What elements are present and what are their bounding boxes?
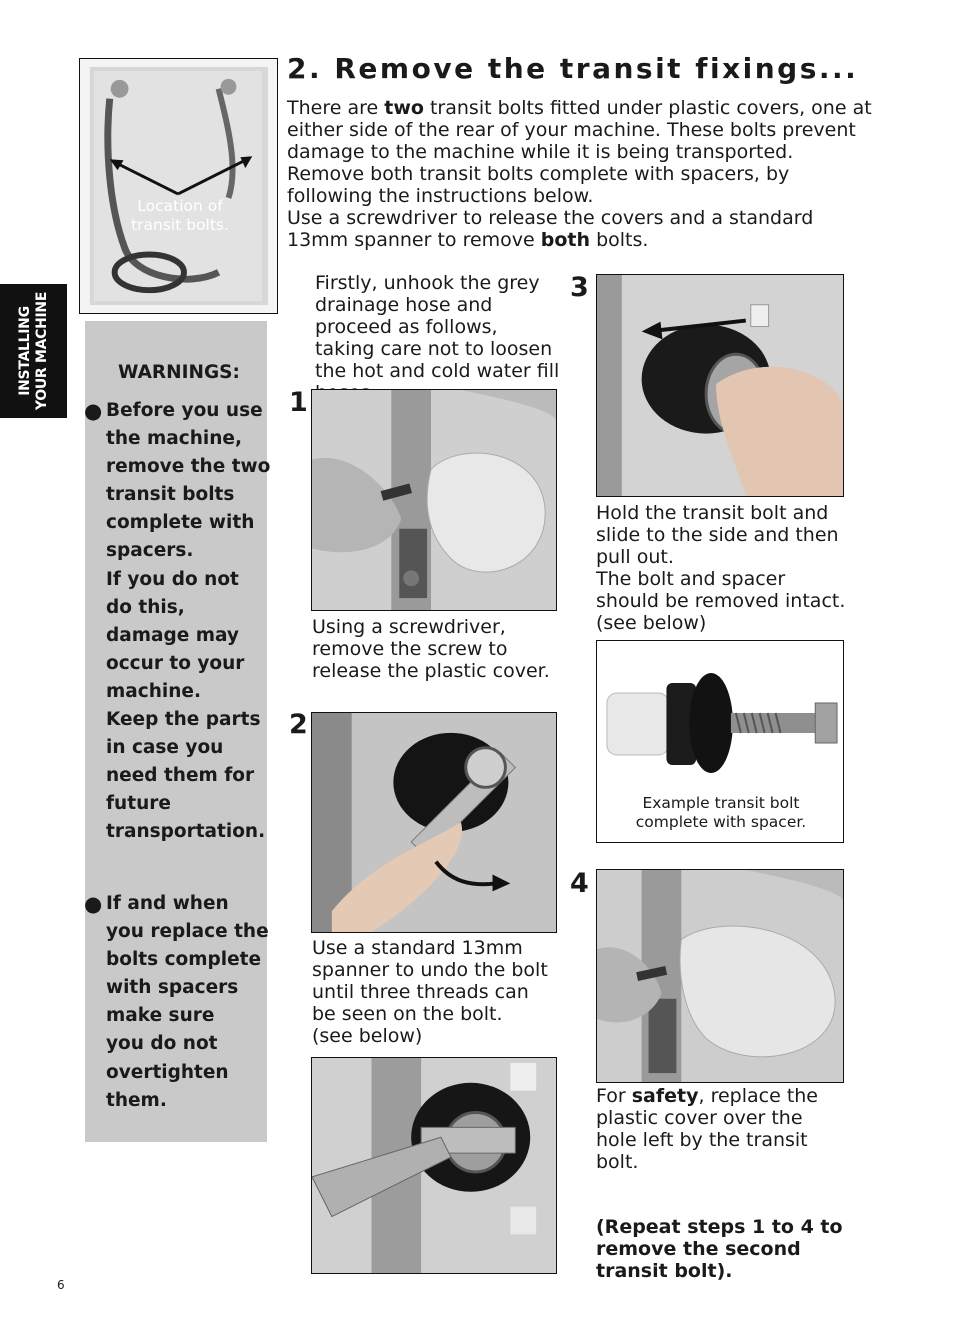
warning-line: the machine, <box>106 428 242 450</box>
warning-line: Before you use <box>106 400 263 421</box>
warning-line: future <box>106 793 171 815</box>
rear-photo-caption-line1: Location of <box>137 197 223 215</box>
step-2-caption-note: (see below) <box>312 1025 423 1047</box>
warning-line: complete with <box>106 512 255 534</box>
section-tab <box>0 284 67 418</box>
warning-line: overtighten <box>106 1061 229 1083</box>
section-tab-line1: INSTALLING <box>16 306 33 396</box>
warning-line: If and when <box>106 893 229 914</box>
steps-intro-text: Firstly, unhook the grey drainage hose and proceed as follows, taking care not to loosen the hot and cold water fill <box>315 272 560 382</box>
warning-line: in case you <box>106 737 224 759</box>
intro-paragraph-1: There are two transit bolts fitted under plastic covers, one at either side of the rear of your machine. These bolts prevent damage to the machine while it is being transported. <box>287 97 872 163</box>
warning-line: make sure <box>106 1005 215 1027</box>
warning-line: If you do not <box>106 568 239 590</box>
step-2-number: 2 <box>289 709 308 740</box>
warning-line: them. <box>106 1089 167 1111</box>
warning-item-2 <box>84 890 274 1115</box>
section-tab-line2: YOUR MACHINE <box>33 291 50 411</box>
warning-line: Keep the parts <box>106 709 261 731</box>
intro-paragraph-2: Remove both transit bolts complete with spacers, by following the instructions below. <box>287 163 790 207</box>
warning-line: you do not <box>106 1033 218 1055</box>
warning-line: with spacers <box>106 977 239 999</box>
repeat-note: (Repeat steps 1 to 4 to remove the second transit bolt). <box>596 1216 843 1282</box>
step-4-caption: For safety, replace the plastic cover over the hole left by the transit bolt. <box>596 1085 819 1173</box>
warning-line: damage may <box>106 624 239 646</box>
bullet-icon: ● <box>84 399 103 423</box>
step-3-caption-p1: Hold the transit bolt and slide to the side and then pull out. <box>596 502 839 568</box>
example-caption-line2: complete with spacer. <box>635 813 807 831</box>
step-3-caption-p2: The bolt and spacer should be removed intact. (see below) <box>596 568 846 634</box>
warnings-title: WARNINGS: <box>118 362 240 383</box>
intro-text <box>287 97 877 251</box>
warning-line: machine. <box>106 680 201 702</box>
step-2-caption <box>312 937 557 1047</box>
step-2-caption-main: Use a standard 13mm spanner to undo the bolt until three threads can be seen on the bolt. <box>312 937 548 1025</box>
rear-photo-caption-line2: transit bolts. <box>131 216 229 234</box>
intro-paragraph-3: Use a screwdriver to release the covers and a standard 13mm spanner to remove both bolts. <box>287 207 814 251</box>
page-title: 2. Remove the transit fixings... <box>287 52 859 85</box>
bullet-icon: ● <box>84 892 103 916</box>
page-number: 6 <box>57 1278 65 1292</box>
step-1-photo <box>311 389 557 611</box>
step-2-photo <box>311 712 557 933</box>
warning-line: remove the two <box>106 456 271 478</box>
step-3-photo <box>596 274 844 497</box>
step-1-caption: Using a screwdriver, remove the screw to release the plastic cover. <box>312 616 550 682</box>
step-2-detail-photo <box>311 1057 557 1274</box>
step-4-photo <box>596 869 844 1083</box>
warning-line: occur to your <box>106 652 245 674</box>
warning-line: bolts complete <box>106 949 262 971</box>
warning-line: you replace the <box>106 921 269 943</box>
warning-line: transportation. <box>106 821 266 843</box>
warning-line: transit bolts <box>106 484 235 506</box>
step-3-number: 3 <box>570 272 589 303</box>
warning-item-1 <box>84 397 274 847</box>
step-1-number: 1 <box>289 387 308 418</box>
warning-line: need them for <box>106 765 255 787</box>
warning-line: do this, <box>106 596 185 618</box>
step-4-number: 4 <box>570 868 589 899</box>
step-3-caption <box>596 502 851 634</box>
rear-machine-photo <box>79 58 278 314</box>
warning-line: spacers. <box>106 540 194 562</box>
example-caption-line1: Example transit bolt <box>642 794 800 812</box>
example-bolt-photo <box>596 640 844 843</box>
